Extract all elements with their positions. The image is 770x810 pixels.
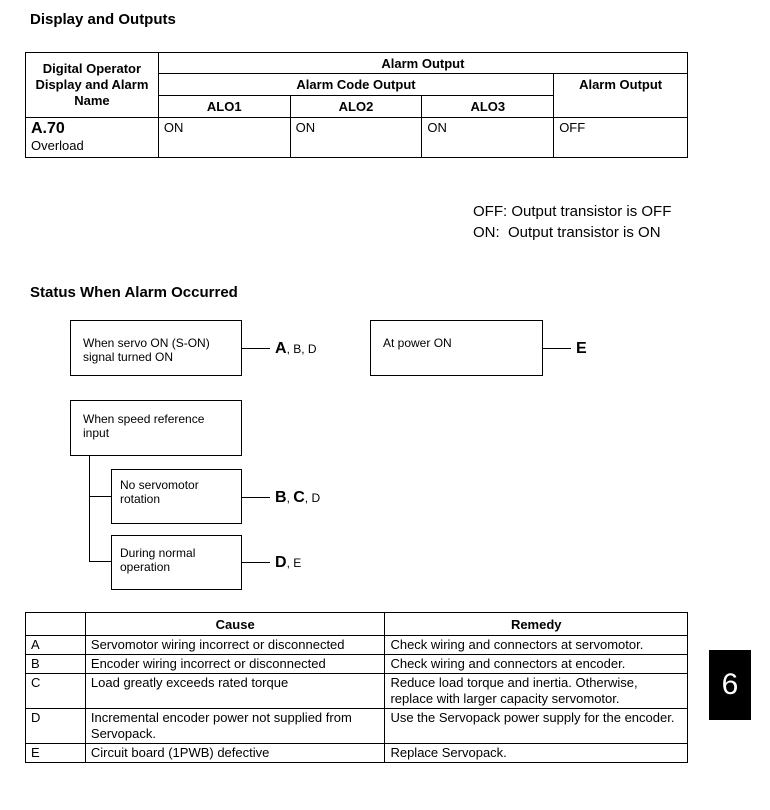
legend-off: OFF: Output transistor is OFF <box>473 203 672 220</box>
header-alo2: ALO2 <box>290 96 422 118</box>
alarm-name-cell <box>26 118 159 158</box>
cell-cause: Incremental encoder power not supplied from Servopack. <box>85 709 385 744</box>
header-cause: Cause <box>85 613 385 636</box>
connector-line <box>242 348 270 349</box>
header-id <box>26 613 86 636</box>
header-alo1: ALO1 <box>158 96 290 118</box>
tag-no-rotation <box>275 489 320 507</box>
cell-remedy: Replace Servopack. <box>385 744 688 763</box>
tag-letter-primary: A <box>275 340 287 357</box>
tag-servo-on <box>275 340 317 358</box>
section-title-status: Status When Alarm Occurred <box>30 284 238 301</box>
tag-letter-secondary: , <box>286 491 294 505</box>
section-title-display: Display and Outputs <box>30 11 176 28</box>
header-display-name: Digital Operator Display and Alarm Name <box>26 53 159 118</box>
tag-letter-secondary: , D <box>304 491 321 505</box>
alo1-value: ON <box>158 118 290 158</box>
tag-letter-secondary: , E <box>286 556 302 570</box>
cell-id: B <box>26 655 86 674</box>
connector-line <box>543 348 571 349</box>
tag-power-on <box>576 340 587 358</box>
connector-line <box>242 562 270 563</box>
alarm-output-table <box>25 52 688 158</box>
cell-cause: Servomotor wiring incorrect or disconnected <box>85 636 385 655</box>
cell-id: A <box>26 636 86 655</box>
header-alo3: ALO3 <box>422 96 554 118</box>
alarm-output-value: OFF <box>554 118 688 158</box>
table-row <box>26 674 688 709</box>
tag-letter-primary: D <box>275 554 287 571</box>
box-servo-on: When servo ON (S-ON) signal turned ON <box>70 320 242 376</box>
alo3-value: ON <box>422 118 554 158</box>
table-row <box>26 636 688 655</box>
header-alarm-output-sub: Alarm Output <box>554 74 688 118</box>
cell-remedy: Reduce load torque and inertia. Otherwise, replace with larger capacity servomotor. <box>385 674 688 709</box>
tag-letter-primary: B <box>275 489 287 506</box>
alarm-name: Overload <box>31 138 84 153</box>
connector-line <box>242 497 270 498</box>
cell-remedy: Check wiring and connectors at encoder. <box>385 655 688 674</box>
alarm-code: A.70 <box>31 120 65 137</box>
cell-cause: Load greatly exceeds rated torque <box>85 674 385 709</box>
tag-letter-primary: E <box>576 340 587 357</box>
tree-branch-line <box>89 496 111 497</box>
alo2-value: ON <box>290 118 422 158</box>
chapter-tab: 6 <box>709 650 751 720</box>
cell-remedy: Use the Servopack power supply for the encoder. <box>385 709 688 744</box>
box-speed-ref: When speed reference input <box>70 400 242 456</box>
table-row <box>26 744 688 763</box>
cell-id: E <box>26 744 86 763</box>
tree-vertical-line <box>89 456 90 562</box>
header-alarm-code-output: Alarm Code Output <box>158 74 553 96</box>
header-alarm-output: Alarm Output <box>158 53 687 74</box>
legend-on: ON: Output transistor is ON <box>473 224 661 241</box>
tag-letter-primary: C <box>293 489 305 506</box>
tag-normal-op <box>275 554 301 572</box>
box-power-on: At power ON <box>370 320 543 376</box>
table-row <box>26 709 688 744</box>
tree-branch-line <box>89 561 111 562</box>
box-no-rotation: No servomotor rotation <box>111 469 242 524</box>
tag-letter-secondary: , B, D <box>286 342 317 356</box>
cell-remedy: Check wiring and connectors at servomotor. <box>385 636 688 655</box>
cell-id: D <box>26 709 86 744</box>
cause-remedy-table <box>25 612 688 763</box>
cell-cause: Circuit board (1PWB) defective <box>85 744 385 763</box>
header-remedy: Remedy <box>385 613 688 636</box>
cell-id: C <box>26 674 86 709</box>
table-row <box>26 655 688 674</box>
cell-cause: Encoder wiring incorrect or disconnected <box>85 655 385 674</box>
box-normal-op: During normal operation <box>111 535 242 590</box>
